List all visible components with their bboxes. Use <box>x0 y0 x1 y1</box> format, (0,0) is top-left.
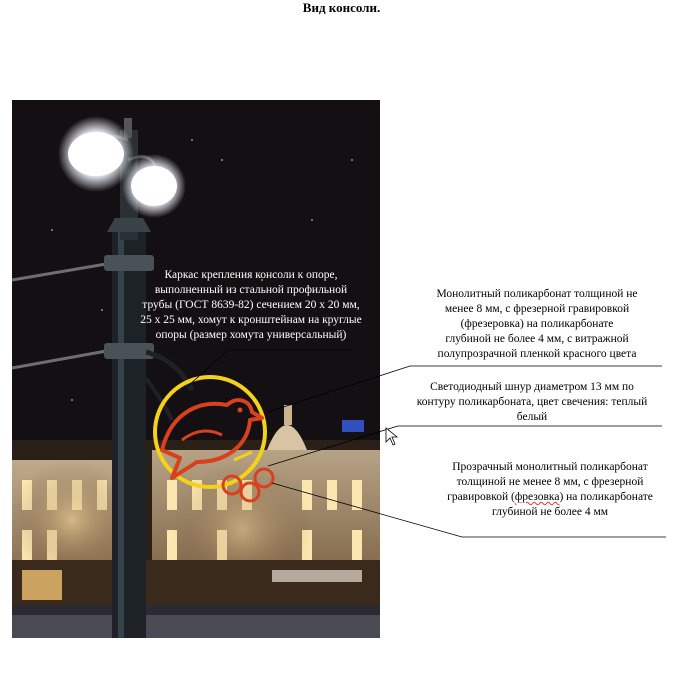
led-cord-callout <box>402 380 662 425</box>
frame-callout-line: выполненный из стальной профильной <box>154 284 348 296</box>
polycarbonate-callout-line: глубиной не более 4 мм, с витражной <box>445 333 629 345</box>
clear-callout-text: гравировкой ( <box>447 491 515 503</box>
clear-callout-line: толщиной не менее 8 мм, с фрезерной <box>456 476 644 488</box>
clear-callout-line <box>428 490 672 505</box>
frame-callout-line: 25 х 25 мм, хомут к кронштейнам на круглые <box>140 314 362 326</box>
clear-callout-text: ) на поликарбонате <box>559 491 653 503</box>
led-callout-line: контуру поликарбоната, цвет свечения: теплый <box>416 396 648 408</box>
clear-callout-line: глубиной не более 4 мм <box>492 506 608 518</box>
polycarbonate-callout <box>412 287 662 362</box>
polycarbonate-callout-line: Монолитный поликарбонат толщиной не <box>436 288 638 300</box>
frame-callout-line: трубы (ГОСТ 8639-82) сечением 20 х 20 мм, <box>142 299 360 311</box>
frame-callout-line: опоры (размер хомута универсальный) <box>155 329 347 341</box>
spellcheck-word: фрезовка <box>514 491 560 503</box>
polycarbonate-callout-line: полупрозрачной пленкой красного цвета <box>437 348 637 360</box>
cursor-icon <box>386 428 397 445</box>
led-callout-line: белый <box>516 411 548 423</box>
frame-callout <box>128 268 374 343</box>
clear-callout-line: Прозрачный монолитный поликарбонат <box>452 461 648 473</box>
clear-polycarbonate-callout <box>428 460 672 520</box>
led-callout-line: Светодиодный шнур диаметром 13 мм по <box>430 381 634 393</box>
polycarbonate-callout-line: менее 8 мм, с фрезерной гравировкой <box>444 303 630 315</box>
polycarbonate-callout-line: (фрезеровка) на поликарбонате <box>460 318 614 330</box>
frame-callout-line: Каркас крепления консоли к опоре, <box>164 269 338 281</box>
page-title: Вид консоли. <box>302 0 381 15</box>
